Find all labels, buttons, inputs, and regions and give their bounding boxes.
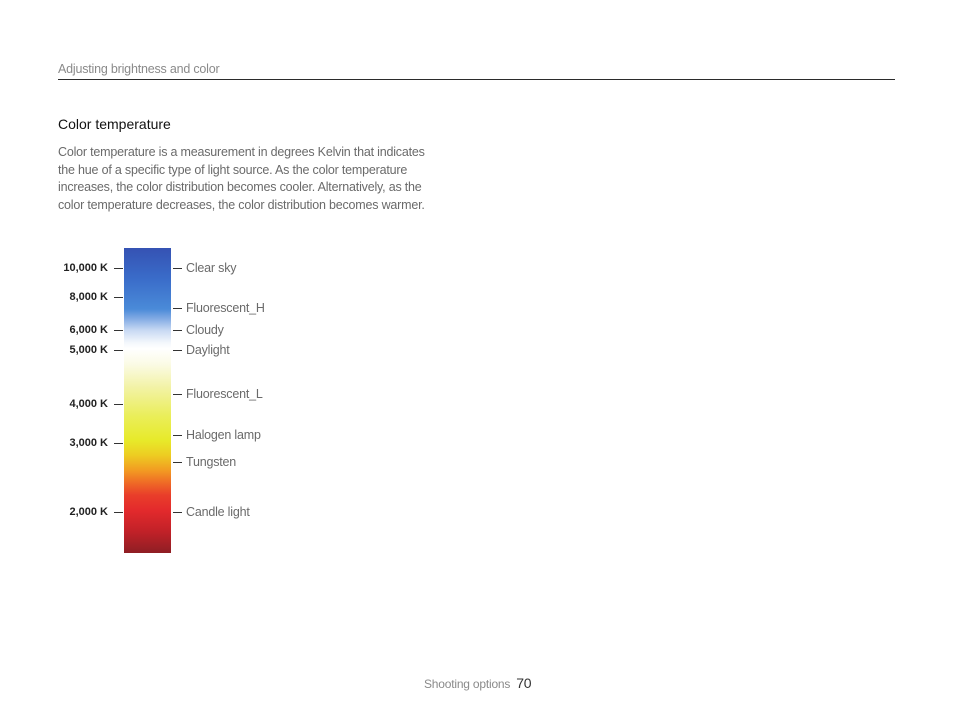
kelvin-label: 10,000 K bbox=[63, 262, 108, 274]
light-source-label: Candle light bbox=[186, 505, 250, 519]
section-header: Adjusting brightness and color bbox=[58, 62, 220, 76]
section-title: Color temperature bbox=[58, 116, 171, 132]
kelvin-label: 8,000 K bbox=[69, 291, 108, 303]
source-tick bbox=[173, 330, 182, 331]
light-source-label: Cloudy bbox=[186, 323, 224, 337]
page-footer bbox=[424, 675, 531, 691]
kelvin-label: 2,000 K bbox=[69, 506, 108, 518]
kelvin-label: 5,000 K bbox=[69, 344, 108, 356]
kelvin-tick bbox=[114, 443, 123, 444]
source-tick bbox=[173, 512, 182, 513]
footer-chapter: Shooting options bbox=[424, 677, 511, 691]
light-source-label: Clear sky bbox=[186, 261, 237, 275]
light-source-label: Fluorescent_H bbox=[186, 301, 265, 315]
light-source-label: Halogen lamp bbox=[186, 428, 261, 442]
kelvin-label: 4,000 K bbox=[69, 398, 108, 410]
description-paragraph: Color temperature is a measurement in degrees Kelvin that indicates the hue of a specific type of light source. As the color temperature increases, the color distribution becomes cooler. Alternatively, as the color temperature decreases, the color distribution becomes warmer. bbox=[58, 145, 425, 212]
kelvin-tick bbox=[114, 350, 123, 351]
source-tick bbox=[173, 462, 182, 463]
kelvin-label: 6,000 K bbox=[69, 324, 108, 336]
light-source-label: Fluorescent_L bbox=[186, 387, 263, 401]
kelvin-tick bbox=[114, 512, 123, 513]
kelvin-label: 3,000 K bbox=[69, 437, 108, 449]
kelvin-tick bbox=[114, 330, 123, 331]
kelvin-tick bbox=[114, 404, 123, 405]
source-tick bbox=[173, 394, 182, 395]
light-source-label: Daylight bbox=[186, 343, 230, 357]
source-tick bbox=[173, 268, 182, 269]
source-tick bbox=[173, 308, 182, 309]
source-tick bbox=[173, 435, 182, 436]
light-source-label: Tungsten bbox=[186, 455, 237, 469]
kelvin-tick bbox=[114, 268, 123, 269]
kelvin-tick bbox=[114, 297, 123, 298]
color-gradient-bar bbox=[124, 248, 171, 553]
page-number: 70 bbox=[516, 675, 532, 691]
source-tick bbox=[173, 350, 182, 351]
